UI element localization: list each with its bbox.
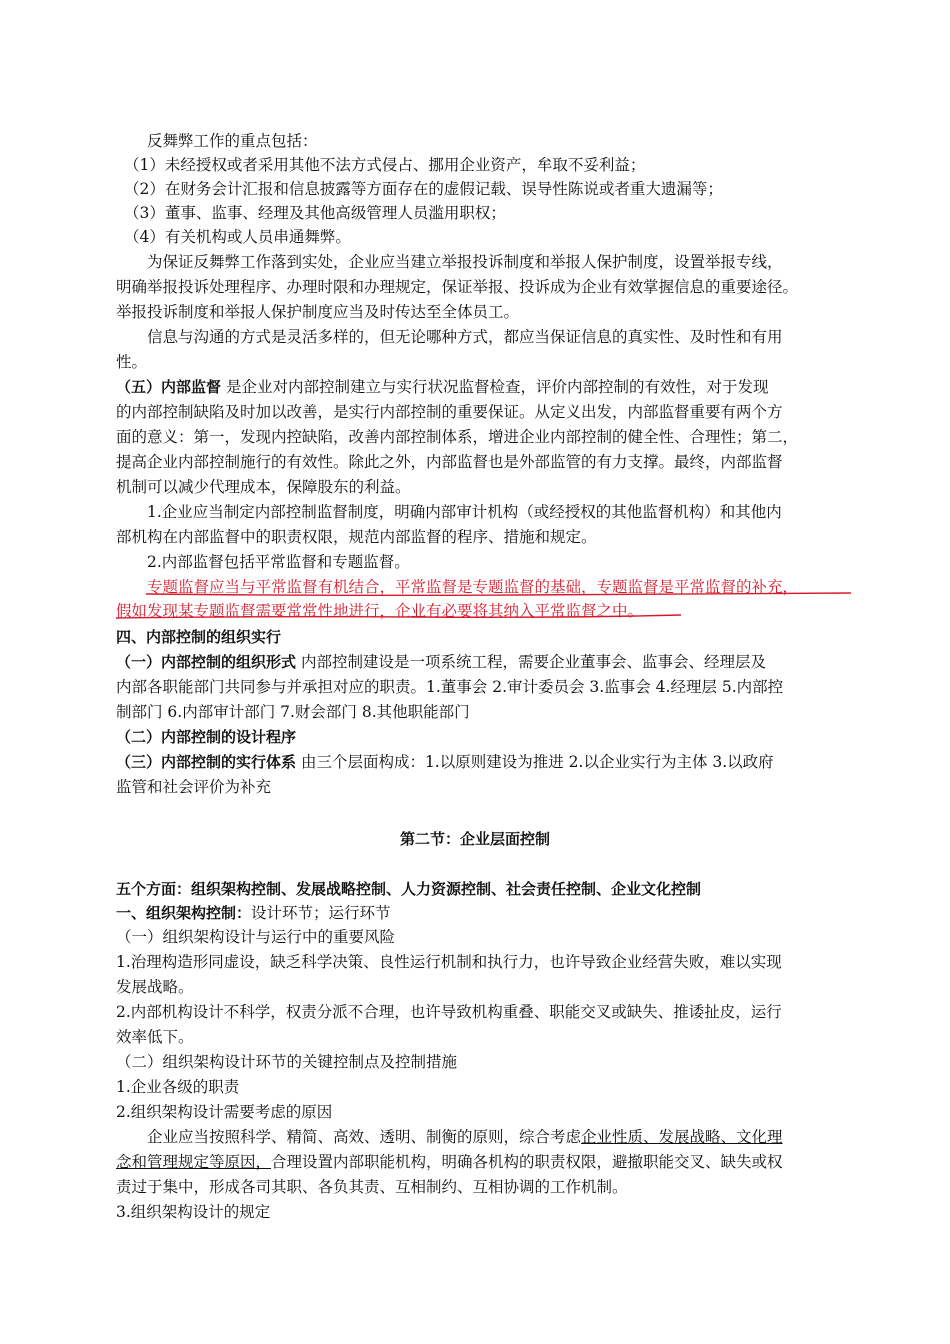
paragraph-line: 1.企业应当制定内部控制监督制度，明确内部审计机构（或经授权的其他监督机构）和其他内	[147, 503, 782, 521]
section-4-title: 四、内部控制的组织实行	[116, 628, 282, 646]
org-structure-heading: 一、组织架构控制：	[116, 904, 252, 922]
paragraph-line	[147, 1125, 847, 1149]
five-aspects-line: 五个方面：组织架构控制、发展战略控制、人力资源控制、社会责任控制、企业文化控制	[116, 880, 702, 898]
section-4c-heading: （三）内部控制的实行体系	[116, 753, 297, 771]
list-item: （3）董事、监事、经理及其他高级管理人员滥用职权；	[124, 204, 506, 222]
paragraph-line: 的内部控制缺陷及时加以改善，是实行内部控制的重要保证。从定义出发，内部监督重要有两个方	[116, 403, 783, 421]
paragraph-line: （二）组织架构设计环节的关键控制点及控制措施	[116, 1053, 458, 1071]
paragraph-line: 提高企业内部控制施行的有效性。除此之外，内部监督也是外部监管的有力支撑。最终，内部监督	[116, 453, 783, 471]
paragraph-line: 2.内部机构设计不科学，权责分派不合理，也许导致机构重叠、职能交叉或缺失、推诿扯皮，运行	[116, 1003, 782, 1021]
section-4a-text: 内部控制建设是一项系统工程，需要企业董事会、监事会、经理层及	[296, 653, 766, 671]
section-4a-line	[116, 650, 840, 674]
paragraph-line: 机制可以减少代理成本，保障股东的利益。	[116, 478, 411, 496]
section-5-line	[116, 375, 840, 399]
paragraph-line: 性。	[116, 353, 148, 371]
org-structure-line	[116, 901, 840, 925]
list-item: （2）在财务会计汇报和信息披露等方面存在的虚假记载、误导性陈说或者重大遗漏等；	[124, 180, 723, 198]
paragraph-line: 2.内部监督包括平常监督和专题监督。	[147, 553, 410, 571]
paragraph-line: 制部门 6.内部审计部门 7.财会部门 8.其他职能部门	[116, 703, 470, 721]
paragraph-line: 内部各职能部门共同参与并承担对应的职责。1.董事会 2.审计委员会 3.监事会 4.经理层 5.内部控	[116, 678, 784, 696]
underlined-text: 企业性质、发展战略、文化理	[581, 1128, 783, 1146]
org-structure-text: 设计环节；运行环节	[251, 904, 391, 922]
underlined-text: 念和管理规定等原因，	[116, 1153, 272, 1171]
paragraph-line: 部机构在内部监督中的职责权限，规范内部监督的程序、措施和规定。	[116, 528, 597, 546]
paragraph-line: 为保证反舞弊工作落到实处，企业应当建立举报投诉制度和举报人保护制度，设置举报专线，	[147, 253, 783, 271]
paragraph-line: 反舞弊工作的重点包括：	[147, 132, 318, 150]
paragraph-line	[116, 1150, 840, 1174]
paragraph-line: 责过于集中，形成各司其职、各负其责、互相制约、互相协调的工作机制。	[116, 1178, 628, 1196]
paragraph-line: 监管和社会评价为补充	[116, 778, 272, 796]
paragraph-line: 举报投诉制度和举报人保护制度应当及时传达至全体员工。	[116, 303, 520, 321]
list-item: （1）未经授权或者采用其他不法方式侵占、挪用企业资产，牟取不妥利益；	[124, 156, 646, 174]
paragraph-line: 效率低下。	[116, 1028, 194, 1046]
paragraph-text: 合理设置内部职能机构，明确各机构的职责权限，避撤职能交叉、缺失或权	[271, 1153, 783, 1171]
highlighted-text: 专题监督应当与平常监督有机结合，平常监督是专题监督的基础，专题监督是平常监督的补充，	[147, 578, 799, 596]
section-2-title: 第二节：企业层面控制	[399, 830, 550, 848]
section-5-text: 是企业对内部控制建立与实行状况监督检查，评价内部控制的有效性，对于发现	[221, 378, 769, 396]
paragraph-line: 明确举报投诉处理程序、办理时限和办理规定，保证举报、投诉成为企业有效掌握信息的重要途径。	[116, 278, 799, 296]
list-item: （4）有关机构或人员串通舞弊。	[124, 228, 351, 246]
paragraph-line: 信息与沟通的方式是灵活多样的，但无论哪种方式，都应当保证信息的真实性、及时性和有用	[147, 328, 783, 346]
paragraph-line: 2.组织架构设计需要考虑的原因	[116, 1103, 333, 1121]
paragraph-line: 1.企业各级的职责	[116, 1078, 240, 1096]
paragraph-line: 3.组织架构设计的规定	[116, 1203, 271, 1221]
section-4b-heading: （二）内部控制的设计程序	[116, 728, 297, 746]
paragraph-line: 面的意义：第一，发现内控缺陷，改善内部控制体系，增进企业内部控制的健全性、合理性；第二，	[116, 428, 799, 446]
section-4a-heading: （一）内部控制的组织形式	[116, 653, 297, 671]
section-4c-line	[116, 750, 840, 774]
highlighted-text: 假如发现某专题监督需要常常性地进行，企业有必要将其纳入平常监督之中。	[116, 602, 644, 620]
paragraph-line: 1.治理构造形同虚设，缺乏科学决策、良性运行机制和执行力，也许导致企业经营失败，难以实现	[116, 953, 782, 971]
paragraph-text: 企业应当按照科学、精简、高效、透明、制衡的原则，综合考虑	[147, 1128, 582, 1146]
paragraph-line: （一）组织架构设计与运行中的重要风险	[116, 928, 396, 946]
red-wavy-underline	[116, 591, 856, 621]
section-4c-text: 由三个层面构成：1.以原则建设为推进 2.以企业实行为主体 3.以政府	[296, 753, 774, 771]
section-5-heading: （五）内部监督	[116, 378, 222, 396]
paragraph-line: 发展战略。	[116, 978, 194, 996]
